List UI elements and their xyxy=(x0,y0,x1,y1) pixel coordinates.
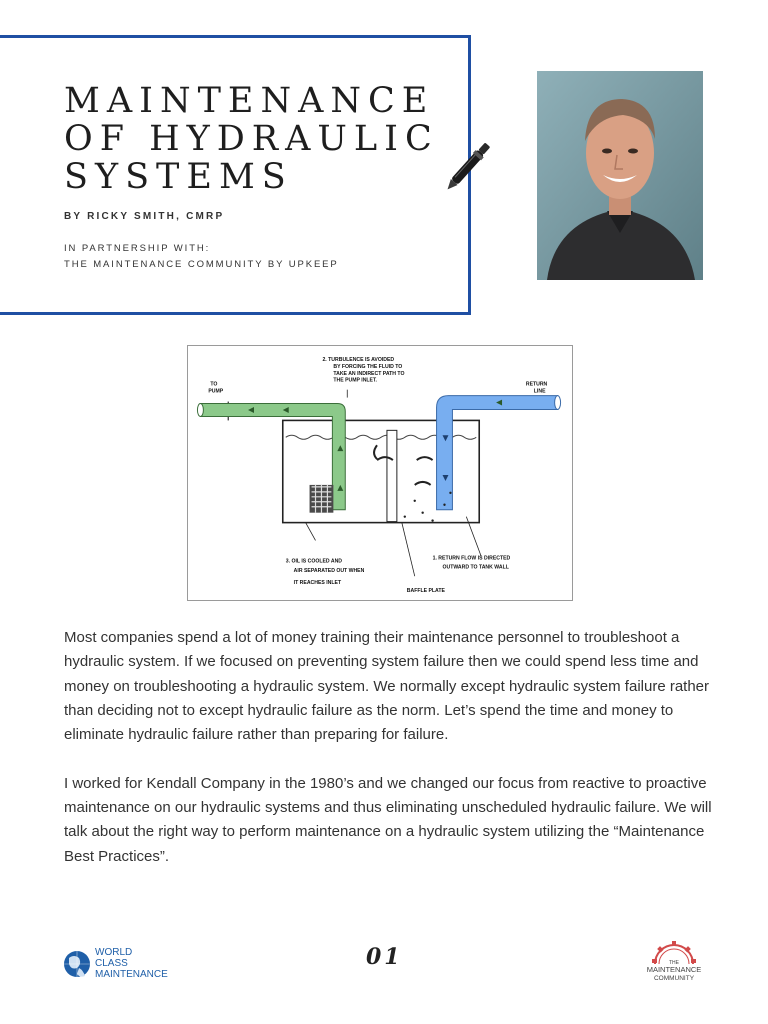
hydraulic-reservoir-diagram xyxy=(187,345,573,601)
turbulence-note-2: BY FORCING THE FLUID TO xyxy=(333,363,403,370)
maintenance-community-logo xyxy=(641,938,707,986)
tmc-line-3: COMMUNITY xyxy=(653,975,695,982)
partner-label: IN PARTNERSHIP WITH: xyxy=(64,243,211,254)
wcm-line-2: CLASS xyxy=(95,958,128,969)
oil-cooled-note-2: AIR SEPARATED OUT WHEN xyxy=(293,568,365,575)
return-flow-note-2: OUTWARD TO TANK WALL xyxy=(442,564,509,571)
partnership-note xyxy=(64,241,339,273)
label-to-pump-2: PUMP xyxy=(208,388,224,395)
title-line-2: OF HYDRAULIC xyxy=(64,119,439,159)
baffle-plate-label: BAFFLE PLATE xyxy=(406,588,445,595)
fountain-pen-icon xyxy=(436,125,508,200)
title-line-3: SYSTEMS xyxy=(64,157,293,197)
author-byline: BY RICKY SMITH, CMRP xyxy=(64,211,225,222)
turbulence-note-4: THE PUMP INLET. xyxy=(333,377,377,384)
turbulence-note-1: 2. TURBULENCE IS AVOIDED xyxy=(322,356,395,363)
label-return: RETURN xyxy=(525,381,548,388)
paragraph-1: Most companies spend a lot of money training their maintenance personnel to troubleshoot a hydraulic system. If we focused on preventing system failure then we could spend less time and money on troubleshooting a hydraulic system. We normally except hydraulic system failure rather than deciding not to except hydraulic failure as the norm. Let’s spend the time and money to eliminate hydraulic failure rather than preparing for failure. xyxy=(64,629,710,744)
article-body xyxy=(64,626,714,893)
title-line-1: MAINTENANCE xyxy=(64,81,435,121)
tmc-line-1: THE xyxy=(669,960,679,966)
world-class-maintenance-logo xyxy=(63,944,193,984)
label-return-2: LINE xyxy=(533,388,546,395)
paragraph-2: I worked for Kendall Company in the 1980’s and we changed our focus from reactive to proactive maintenance on our hydraulic systems and thus eliminating unscheduled hydraulic failure. We will talk about the right way to perform maintenance on a hydraulic system utilizing the “Maintenance Best Practices”. xyxy=(64,774,712,865)
wcm-line-1: WORLD xyxy=(95,947,133,958)
partner-name: THE MAINTENANCE COMMUNITY BY UPKEEP xyxy=(64,259,339,270)
page-number: 01 xyxy=(366,944,403,970)
return-flow-note-1: 1. RETURN FLOW IS DIRECTED xyxy=(432,555,511,562)
page-title xyxy=(64,82,439,196)
oil-cooled-note-1: 3. OIL IS COOLED AND xyxy=(285,558,343,565)
turbulence-note-3: TAKE AN INDIRECT PATH TO xyxy=(333,370,405,377)
wcm-line-3: MAINTENANCE xyxy=(95,969,168,980)
author-photo xyxy=(537,71,703,280)
tmc-line-2: MAINTENANCE xyxy=(646,965,702,974)
label-to-pump: TO xyxy=(210,381,218,388)
oil-cooled-note-3: IT REACHES INLET xyxy=(293,580,342,587)
